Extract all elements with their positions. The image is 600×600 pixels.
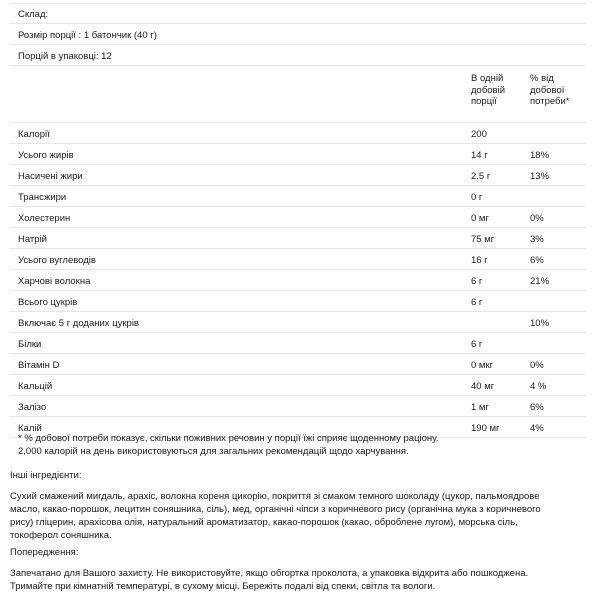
table-row	[10, 228, 586, 249]
nutrient-label: Усього вуглеводів	[18, 255, 96, 266]
nutrient-label: Включає 5 г доданих цукрів	[18, 318, 139, 329]
nutrient-daily-value: 4 %	[530, 381, 547, 392]
nutrient-label: Усього жирів	[18, 150, 74, 161]
servings-label: Порцій в упаковці: 12	[18, 51, 112, 62]
table-row	[10, 312, 586, 333]
table-row	[10, 165, 586, 186]
nutrition-panel	[10, 3, 586, 438]
serving-size-row	[10, 24, 586, 45]
nutrient-label: Натрій	[18, 234, 47, 245]
nutrient-label: Калій	[18, 423, 42, 434]
table-header	[10, 66, 586, 123]
table-row	[10, 333, 586, 354]
daily-value-column-header: % від добової потреби*	[530, 73, 570, 107]
table-row	[10, 375, 586, 396]
table-row	[10, 207, 586, 228]
nutrient-amount: 75 мг	[471, 234, 495, 245]
nutrient-label: Залізо	[18, 402, 47, 413]
amount-column-header: В одній добовій порції	[471, 73, 506, 107]
nutrient-amount: 0 мг	[471, 213, 489, 224]
nutrient-amount: 6 г	[471, 297, 483, 308]
nutrient-daily-value: 10%	[530, 318, 550, 329]
nutrient-daily-value: 3%	[530, 234, 544, 245]
table-row	[10, 144, 586, 165]
table-row	[10, 270, 586, 291]
nutrient-daily-value: 13%	[530, 171, 550, 182]
table-row	[10, 354, 586, 375]
nutrient-daily-value: 6%	[530, 402, 544, 413]
nutrient-daily-value: 0%	[530, 360, 544, 371]
nutrient-label: Насичені жири	[18, 171, 83, 182]
servings-row	[10, 45, 586, 66]
serving-size-label: Розмір порції : 1 батончик (40 г)	[18, 30, 157, 41]
table-row	[10, 123, 586, 144]
footnotes	[18, 432, 439, 458]
other-ingredients-text: Сухий смажений мигдаль, арахіс, волокна кореня цикорію, покриття зі смаком темного шоколаду (цукор, пальмоядрове масло, какао-порошок, лецитин соняшника, сіль), мед, органічні чіпси з коричневого рису (органічна мука з коричневого рису) гліцерин, арахісова олія, натуральний ароматизатор, какао-порошок (какао, оброблене лугом), морська сіль, токоферол соняшника.	[10, 491, 541, 541]
footnote-line: 2,000 калорій на день використовуються для загальних рекомендацій щодо харчування.	[18, 446, 409, 457]
nutrient-daily-value: 0%	[530, 213, 544, 224]
nutrient-label: Харчові волокна	[18, 276, 91, 287]
nutrient-label: Калорії	[18, 129, 50, 140]
nutrient-amount: 2.5 г	[471, 171, 491, 182]
nutrient-label: Трансжири	[18, 192, 67, 203]
nutrient-label: Кальцій	[18, 381, 53, 392]
nutrient-amount: 0 г	[471, 192, 483, 203]
nutrient-daily-value: 4%	[530, 423, 544, 434]
composition-row	[10, 3, 586, 24]
nutrient-amount: 40 мг	[471, 381, 495, 392]
nutrient-amount: 6 г	[471, 339, 483, 350]
nutrient-amount: 190 мг	[471, 423, 500, 434]
nutrient-amount: 200	[471, 129, 487, 140]
warnings-title: Попередження:	[10, 547, 79, 558]
nutrient-amount: 1 мг	[471, 402, 489, 413]
footnote-line: * % добової потреби показує, скільки поживних речовин у порції їжі сприяє щоденному раціону.	[18, 433, 439, 444]
nutrient-label: Холестерин	[18, 213, 71, 224]
table-row	[10, 396, 586, 417]
nutrient-label: Білки	[18, 339, 42, 350]
other-ingredients-title: Інші інгредієнти:	[10, 470, 82, 481]
nutrient-amount: 6 г	[471, 276, 483, 287]
nutrient-amount: 16 г	[471, 255, 488, 266]
nutrient-daily-value: 18%	[530, 150, 550, 161]
table-row	[10, 249, 586, 270]
nutrient-label: Вітамін D	[18, 360, 60, 371]
warnings-text: Запечатано для Вашого захисту. Не використовуйте, якщо обгортка проколота, а упаковка відкрита або пошкоджена. Тримайте при кімнатній температурі, в сухому місці. Бережіть подалі від спеки, світла та вологи.	[10, 568, 529, 592]
table-row	[10, 186, 586, 207]
nutrient-amount: 0 мкг	[471, 360, 494, 371]
nutrient-label: Всього цукрів	[18, 297, 78, 308]
nutrient-daily-value: 6%	[530, 255, 544, 266]
table-row	[10, 291, 586, 312]
nutrient-amount: 14 г	[471, 150, 488, 161]
composition-label: Склад:	[18, 9, 49, 20]
nutrient-daily-value: 21%	[530, 276, 550, 287]
